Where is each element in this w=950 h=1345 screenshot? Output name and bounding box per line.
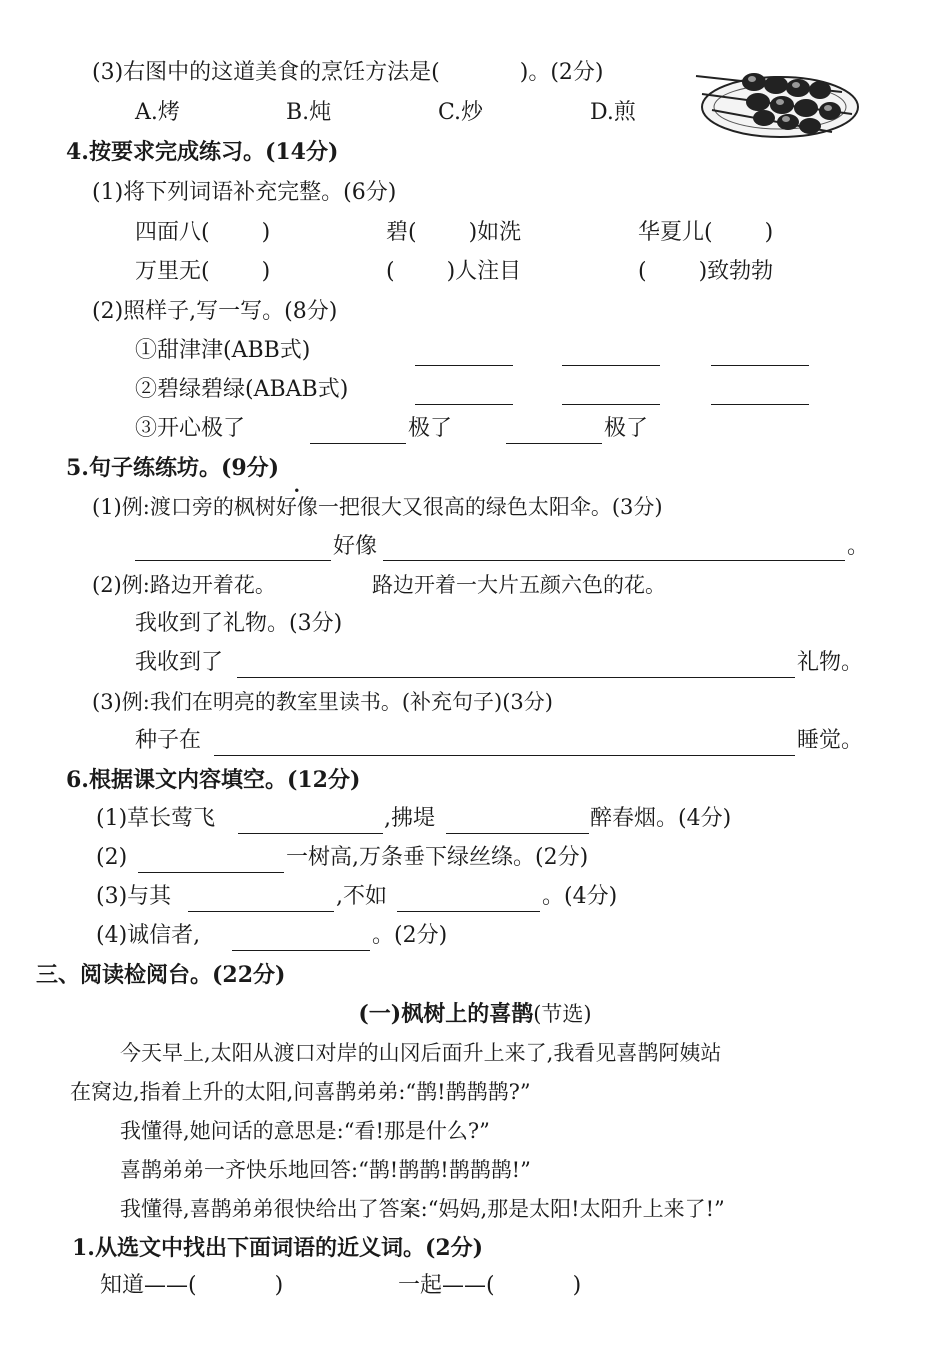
q3-3-stem-end: )。(2分)	[519, 60, 604, 85]
answer-line[interactable]	[562, 365, 660, 366]
synonym-fill-1[interactable]	[100, 1271, 283, 1301]
q6-3-a: (3)与其	[96, 884, 172, 909]
idiom-5-pre: (	[386, 259, 395, 284]
answer-line[interactable]	[135, 560, 331, 561]
reading-q1-title: 1.从选文中找出下面词语的近义词。(2分)	[72, 1235, 484, 1261]
answer-line[interactable]	[188, 911, 334, 912]
synonym-1-pre: 知道——(	[100, 1273, 197, 1298]
q6-3-b: ,不如	[336, 884, 387, 909]
q5-1-mid: 好像	[333, 534, 378, 559]
answer-line[interactable]	[232, 950, 370, 951]
q5-2-example-2: 路边开着一大片五颜六色的花。	[372, 573, 666, 597]
q5-3-example: (3)例:我们在明亮的教室里读书。(补充句子)(3分)	[92, 690, 553, 714]
q5-2-example: (2)例:路边开着花。	[92, 573, 276, 597]
idiom-4-pre: 万里无(	[135, 259, 210, 284]
answer-line[interactable]	[415, 404, 513, 405]
q4-1-title: (1)将下列词语补充完整。(6分)	[92, 180, 397, 205]
q4-2-title: (2)照样子,写一写。(8分)	[92, 299, 338, 324]
answer-line[interactable]	[415, 365, 513, 366]
answer-line[interactable]	[562, 404, 660, 405]
idiom-fill-5[interactable]	[386, 257, 521, 287]
answer-line[interactable]	[397, 911, 540, 912]
answer-line[interactable]	[237, 677, 795, 678]
q6-2-a: (2)	[96, 845, 128, 870]
idiom-2-pre: 碧(	[386, 220, 417, 245]
option-a-label: A.烤	[135, 100, 180, 125]
passage-paragraph-1-cont: 在窝边,指着上升的太阳,问喜鹊弟弟:“鹊!鹊鹊鹊?”	[70, 1080, 531, 1104]
idiom-1-pre: 四面八(	[135, 220, 210, 245]
q6-2-b: 一树高,万条垂下绿丝绦。(2分)	[286, 845, 589, 870]
option-d-label: D.煎	[590, 100, 636, 125]
q3-3-option-a[interactable]	[135, 98, 180, 128]
passage-title-text: (一)枫树上的喜鹊	[358, 1001, 534, 1027]
idiom-6-pre: (	[638, 259, 647, 284]
q5-3-post: 睡觉。	[797, 728, 864, 753]
answer-line[interactable]	[310, 443, 406, 444]
q4-2-item-1: ①甜津津(ABB式)	[135, 338, 311, 363]
idiom-fill-6[interactable]	[638, 257, 773, 287]
q3-3-option-c[interactable]	[438, 98, 483, 128]
passage-note: (节选)	[533, 1002, 592, 1026]
q5-2-given: 我收到了礼物。(3分)	[135, 611, 343, 636]
passage-paragraph-1: 今天早上,太阳从渡口对岸的山冈后面升上来了,我看见喜鹊阿姨站	[120, 1041, 722, 1065]
idiom-4-post: )	[261, 259, 271, 284]
option-c-label: C.炒	[438, 100, 484, 125]
idiom-fill-4[interactable]	[135, 257, 270, 287]
q5-1-example-emphasis: 好像	[275, 495, 318, 519]
q6-4-a: (4)诚信者,	[96, 923, 201, 948]
q6-1-c: 醉春烟。(4分)	[590, 806, 732, 831]
idiom-fill-2[interactable]	[386, 218, 521, 248]
q4-title: 4.按要求完成练习。(14分)	[66, 139, 339, 165]
option-b-label: B.炖	[286, 100, 332, 125]
q6-3-c: 。(4分)	[542, 884, 618, 909]
suffix-jile-2: 极了	[604, 416, 649, 441]
q4-2-item-3: ③开心极了	[135, 416, 246, 441]
answer-line[interactable]	[506, 443, 602, 444]
q5-3-pre: 种子在	[135, 728, 202, 753]
q6-1-a: (1)草长莺飞	[96, 806, 216, 831]
answer-line[interactable]	[238, 833, 383, 834]
q5-1-example-pre: (1)例:渡口旁的枫树	[92, 495, 276, 519]
q3-3-stem	[92, 58, 604, 88]
q3-3-option-d[interactable]	[590, 98, 636, 128]
q4-2-item-2: ②碧绿碧绿(ABAB式)	[135, 377, 349, 402]
q5-2-pre: 我收到了	[135, 650, 224, 675]
section-3-title: 三、阅读检阅台。(22分)	[36, 962, 286, 988]
answer-line[interactable]	[711, 365, 809, 366]
suffix-jile-1: 极了	[408, 416, 453, 441]
answer-line[interactable]	[446, 833, 589, 834]
passage-paragraph-3: 喜鹊弟弟一齐快乐地回答:“鹊!鹊鹊!鹊鹊鹊!”	[120, 1158, 531, 1182]
answer-line[interactable]	[711, 404, 809, 405]
idiom-1-post: )	[261, 220, 271, 245]
idiom-fill-1[interactable]	[135, 218, 270, 248]
q3-3-option-b[interactable]	[286, 98, 331, 128]
idiom-3-pre: 华夏儿(	[638, 220, 713, 245]
idiom-5-post: )人注目	[446, 259, 522, 284]
q6-title: 6.根据课文内容填空。(12分)	[66, 767, 361, 793]
q6-4-b: 。(2分)	[372, 923, 448, 948]
q5-1-example	[92, 492, 663, 522]
q5-2-post: 礼物。	[797, 650, 864, 675]
answer-line[interactable]	[383, 560, 845, 561]
kebab-plate-image	[692, 52, 862, 144]
idiom-fill-3[interactable]	[638, 218, 773, 248]
answer-line[interactable]	[214, 755, 795, 756]
idiom-3-post: )	[764, 220, 774, 245]
passage-title	[0, 999, 950, 1030]
passage-paragraph-4: 我懂得,喜鹊弟弟很快给出了答案:“妈妈,那是太阳!太阳升上来了!”	[120, 1197, 725, 1221]
q3-3-stem-text: (3)右图中的这道美食的烹饪方法是(	[92, 60, 440, 85]
idiom-2-post: )如洗	[468, 220, 522, 245]
q5-1-end: 。	[847, 534, 870, 559]
q6-1-b: ,拂堤	[384, 806, 435, 831]
q5-title: 5.句子练练坊。(9分)	[66, 455, 280, 481]
synonym-2-close: )	[572, 1273, 582, 1298]
synonym-2-pre: 一起——(	[398, 1273, 495, 1298]
idiom-6-post: )致勃勃	[698, 259, 774, 284]
synonym-1-close: )	[274, 1273, 284, 1298]
q5-1-example-post: 一把很大又很高的绿色太阳伞。(3分)	[317, 495, 663, 519]
answer-line[interactable]	[138, 872, 284, 873]
synonym-fill-2[interactable]	[398, 1271, 581, 1301]
passage-paragraph-2: 我懂得,她问话的意思是:“看!那是什么?”	[120, 1119, 490, 1143]
